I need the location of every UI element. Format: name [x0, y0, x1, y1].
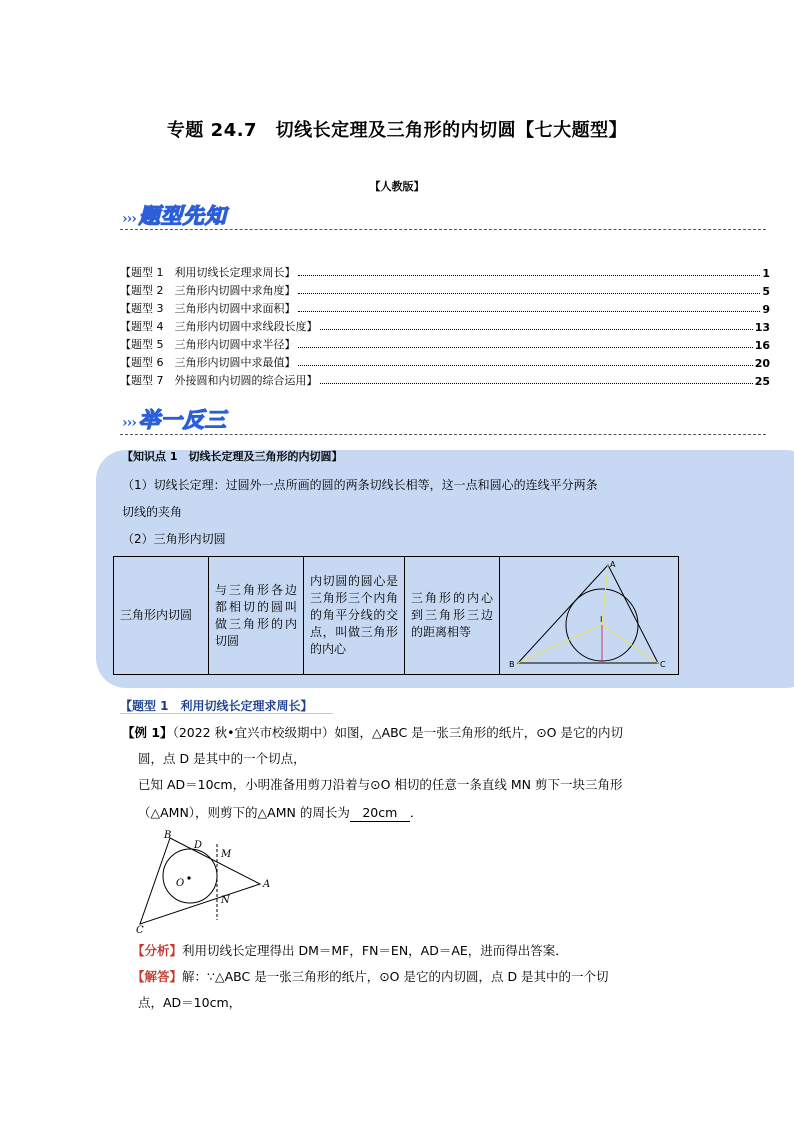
- point-label: A: [263, 879, 271, 890]
- banner-practice: [122, 404, 227, 434]
- knowledge-text: （1）切线长定理：过圆外一点所画的圆的两条切线长相等，这一点和圆心的连线平分两条: [122, 478, 598, 492]
- edition-label: 【人教版】: [369, 180, 425, 193]
- point-label: D: [194, 840, 203, 851]
- divider: [120, 229, 766, 230]
- banner-preview: [122, 200, 227, 230]
- point-label: N: [221, 895, 230, 906]
- arrows-icon: ›››: [122, 211, 136, 227]
- toc-item[interactable]: 【题型 6 三角形内切圆中求最值】 20: [120, 356, 770, 370]
- banner-preview-text: 题型先知: [138, 203, 227, 228]
- knowledge-text: 切线的夹角: [122, 505, 183, 519]
- toc-item[interactable]: 【题型 1 利用切线长定理求周长】 1: [120, 266, 770, 280]
- toc-item[interactable]: 【题型 2 三角形内切圆中求角度】 5: [120, 284, 770, 298]
- arrows-icon: ›››: [122, 415, 136, 431]
- point-label: C: [136, 925, 144, 936]
- knowledge-text: （2）三角形内切圆: [122, 532, 226, 546]
- divider: [120, 434, 766, 435]
- table-of-contents: [120, 262, 770, 388]
- table-cell-figure: [500, 557, 679, 675]
- toc-item[interactable]: 【题型 4 三角形内切圆中求线段长度】 13: [120, 320, 770, 334]
- analysis-line: 【分析】利用切线长定理得出 DM＝MF，FN＝EN，AD＝AE，进而得出答案．: [132, 943, 568, 958]
- solution-line: 【解答】解：∵△ABC 是一张三角形的纸片，⊙O 是它的内切圆，点 D 是其中的一个切: [132, 969, 609, 984]
- toc-item[interactable]: 【题型 5 三角形内切圆中求半径】 16: [120, 338, 770, 352]
- example-line: 已知 AD＝10cm，小明准备用剪刀沿着与⊙O 相切的任意一条直线 MN 剪下一块三角形: [138, 777, 623, 792]
- vertex-label: C: [660, 660, 666, 669]
- vertex-label: B: [509, 660, 515, 669]
- table-cell: 三角形的内心到三角形三边的距离相等: [405, 557, 500, 675]
- table-cell: 三角形内切圆: [114, 557, 209, 675]
- toc-item[interactable]: 【题型 3 三角形内切圆中求面积】 9: [120, 302, 770, 316]
- point-label: O: [176, 878, 185, 889]
- incircle-diagram: [500, 557, 678, 669]
- solution-line: 点，AD＝10cm，: [138, 995, 242, 1010]
- table-cell: 与三角形各边都相切的圆叫做三角形的内切圆: [209, 557, 304, 675]
- answer-blank: 20cm: [350, 805, 410, 822]
- example-line: 圆，点 D 是其中的一个切点，: [138, 751, 306, 766]
- point-label: M: [221, 849, 232, 860]
- question-type-title: 【题型 1 利用切线长定理求周长】: [120, 699, 313, 713]
- example-line: 【例 1】（2022 秋•宜兴市校级期中）如图，△ABC 是一张三角形的纸片，⊙O 是它的内切: [122, 725, 623, 740]
- incenter-label: I: [600, 615, 603, 624]
- example-line: （△AMN），则剪下的△AMN 的周长为 20cm ．: [138, 805, 423, 820]
- knowledge-title: 【知识点 1 切线长定理及三角形的内切圆】: [122, 450, 343, 463]
- knowledge-table: [113, 556, 679, 675]
- page-title: 专题 24.7 切线长定理及三角形的内切圆【七大题型】: [166, 120, 628, 141]
- toc-item[interactable]: 【题型 7 外接圆和内切圆的综合运用】 25: [120, 374, 770, 388]
- vertex-label: A: [610, 560, 616, 569]
- example-diagram: [132, 828, 282, 936]
- point-label: B: [164, 830, 172, 841]
- banner-practice-text: 举一反三: [138, 407, 227, 432]
- table-cell: 内切圆的圆心是三角形三个内角的角平分线的交点，叫做三角形的内心: [304, 557, 405, 675]
